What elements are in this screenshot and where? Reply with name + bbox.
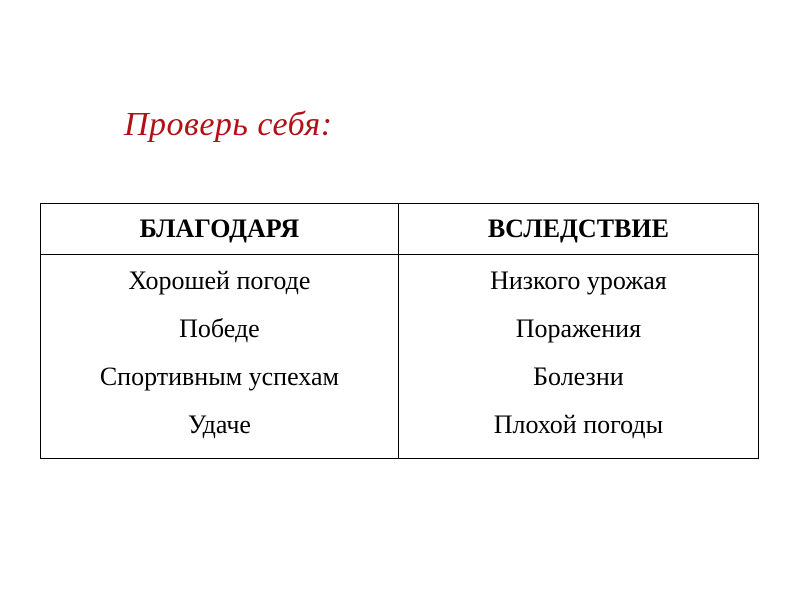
table-row xyxy=(41,255,759,459)
header-vsledstvie: ВСЛЕДСТВИЕ xyxy=(398,204,758,255)
list-item: Спортивным успехам xyxy=(99,362,339,391)
list-item: Низкого урожая xyxy=(490,266,667,295)
list-item: Плохой погоды xyxy=(493,410,664,439)
list-item: Болезни xyxy=(533,362,624,391)
left-column-cell xyxy=(41,255,399,459)
list-item: Удаче xyxy=(187,410,251,439)
list-item: Хорошей погоде xyxy=(128,266,311,295)
answer-table xyxy=(40,203,759,459)
list-item: Победе xyxy=(179,314,260,343)
page-title: Проверь себя: xyxy=(124,106,333,143)
header-blagodarya: БЛАГОДАРЯ xyxy=(41,204,399,255)
right-column-cell xyxy=(398,255,758,459)
table-header-row xyxy=(41,204,759,255)
list-item: Поражения xyxy=(515,314,642,343)
